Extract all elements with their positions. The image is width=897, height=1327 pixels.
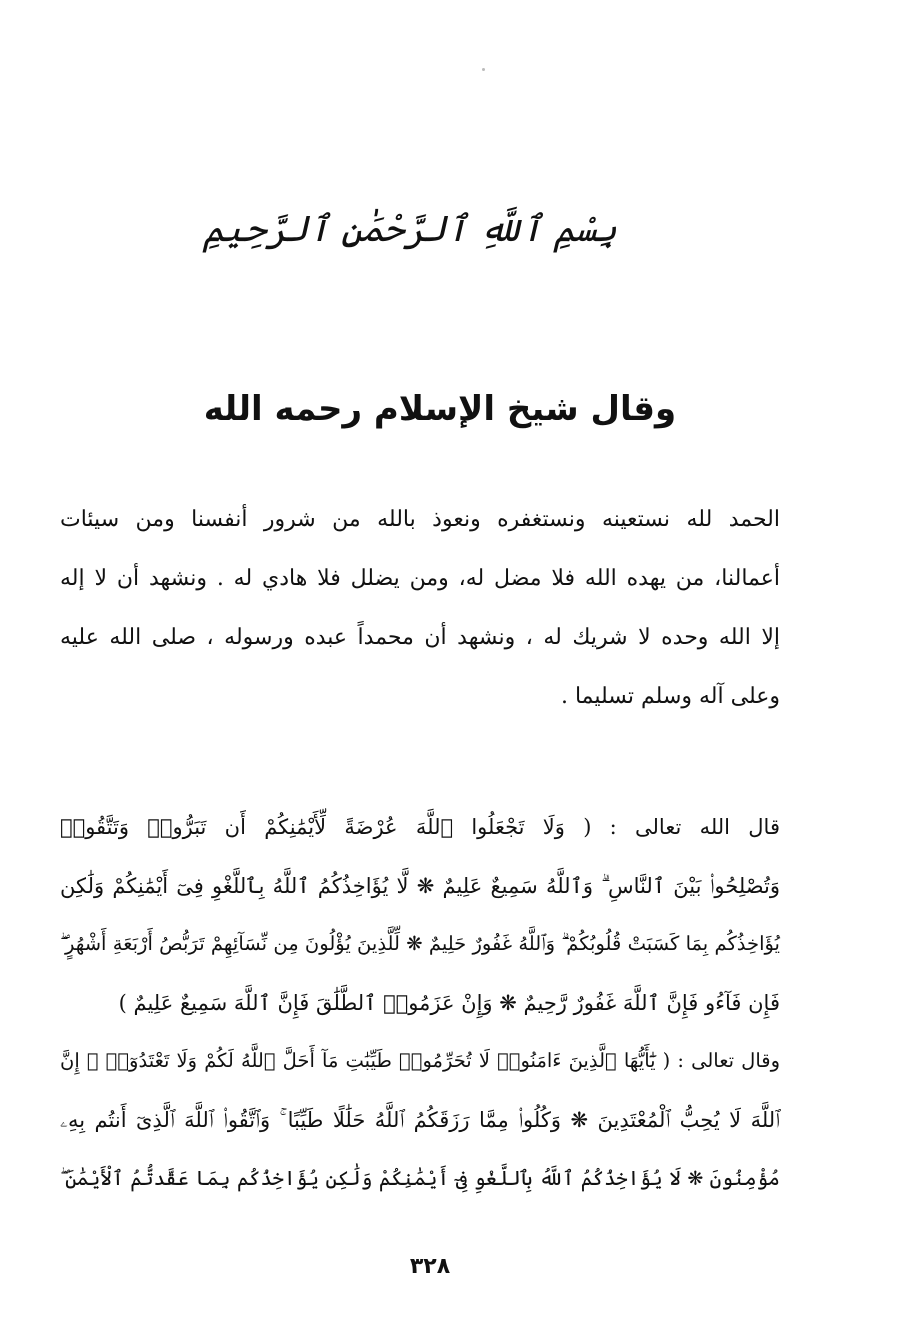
verse-line: مُؤْمِنُونَ ❋ لَا يُؤَاخِذُكُمُ ٱللَّهُ بِٱللَّغْوِ فِىٓ أَيْمَٰنِكُمْ وَلَٰكِن يُؤَاخِذُكُم بِمَا عَقَّدتُّمُ ٱلْأَيْمَٰنَ ۖ: [60, 1166, 780, 1190]
page-speck: [482, 68, 485, 71]
intro-paragraph: [60, 490, 780, 726]
verse-line: وقال تعالى : ( يَٰٓأَيُّهَا ٱلَّذِينَ ءَامَنُوا۟ لَا تُحَرِّمُوا۟ طَيِّبَٰتِ مَآ أَحَلَّ ٱللَّهُ لَكُمْ وَلَا تَعْتَدُوٓا۟ ۚ إِنَّ: [60, 1049, 780, 1072]
page-number: ٣٢٨: [409, 1254, 451, 1279]
verse-line: وَتُصْلِحُوا۟ بَيْنَ ٱلنَّاسِ ۗ وَٱللَّهُ سَمِيعٌ عَلِيمٌ ❋ لَّا يُؤَاخِذُكُمُ ٱللَّهُ بِٱللَّغْوِ فِىٓ أَيْمَٰنِكُمْ وَلَٰكِن: [60, 873, 780, 898]
intro-line: وعلى آله وسلم تسليما .: [560, 684, 780, 709]
verse-line: فَإِن فَآءُو فَإِنَّ ٱللَّهَ غَفُورٌ رَّحِيمٌ ❋ وَإِنْ عَزَمُوا۟ ٱلطَّلَٰقَ فَإِنَّ ٱللَّهَ سَمِيعٌ عَلِيمٌ ): [118, 990, 780, 1015]
intro-line: إلا الله وحده لا شريك له ، ونشهد أن محمداً عبده ورسوله ، صلى الله عليه: [60, 625, 780, 650]
basmala-calligraphy: بِسْمِ ٱللَّهِ ٱلرَّحْمَٰنِ ٱلرَّحِيمِ: [202, 209, 618, 250]
intro-line: أعمالنا، من يهده الله فلا مضل له، ومن يضلل فلا هادي له . ونشهد أن لا إله: [60, 566, 780, 591]
quran-verses: [60, 798, 780, 1208]
verse-line: قال الله تعالى : ( وَلَا تَجْعَلُوا ٱللَّهَ عُرْضَةً لِّأَيْمَٰنِكُمْ أَن تَبَرُّوا۟ وَتَتَّقُوا۟: [60, 815, 780, 839]
section-heading: وقال شيخ الإسلام رحمه الله: [203, 389, 677, 429]
intro-line: الحمد لله نستعينه ونستغفره ونعوذ بالله من شرور أنفسنا ومن سيئات: [60, 507, 780, 532]
verse-line: ٱللَّهَ لَا يُحِبُّ ٱلْمُعْتَدِينَ ❋ وَكُلُوا۟ مِمَّا رَزَقَكُمُ ٱللَّهُ حَلَٰلًا طَيِّبًا ۚ وَٱتَّقُوا۟ ٱللَّهَ ٱلَّذِىٓ أَنتُم بِهِۦ: [60, 1107, 780, 1132]
verse-line: يُؤَاخِذُكُم بِمَا كَسَبَتْ قُلُوبُكُمْ ۗ وَٱللَّهُ غَفُورٌ حَلِيمٌ ❋ لِّلَّذِينَ يُؤْلُونَ مِن نِّسَآئِهِمْ تَرَبُّصُ أَرْبَعَةِ أَشْهُرٍ ۖ: [60, 932, 780, 955]
